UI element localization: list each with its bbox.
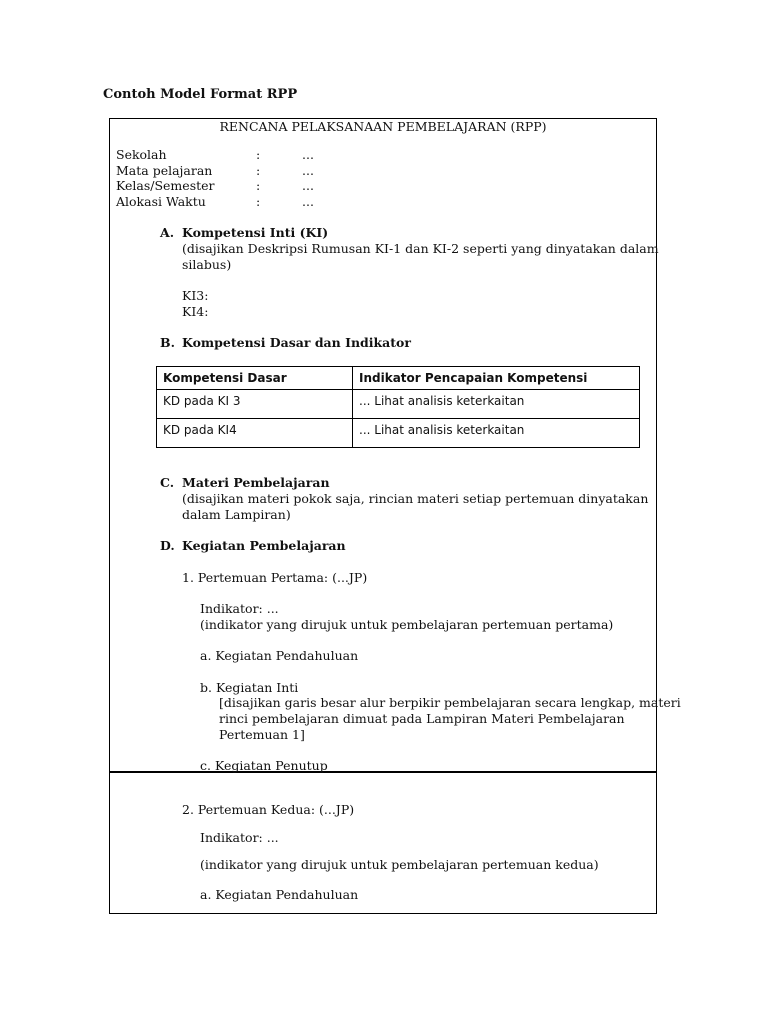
section-a-heading: Kompetensi Inti (KI) bbox=[182, 225, 329, 240]
ki4-label: KI4: bbox=[182, 304, 209, 319]
meeting1-item-b-desc1: [disajikan garis besar alur berpikir pembelajaran secara lengkap, materi bbox=[219, 695, 681, 710]
identity-value-kelas: ... bbox=[302, 178, 314, 193]
identity-separator: : bbox=[256, 147, 261, 162]
section-d-marker: D. bbox=[160, 538, 175, 553]
meeting2-indikator-desc: (indikator yang dirujuk untuk pembelajaran pertemuan kedua) bbox=[200, 857, 599, 872]
table-cell: KD pada KI 3 bbox=[157, 390, 353, 419]
meeting1-title: 1. Pertemuan Pertama: (...JP) bbox=[182, 570, 368, 585]
form-title: RENCANA PELAKSANAAN PEMBELAJARAN (RPP) bbox=[219, 119, 547, 134]
meeting2-indikator: Indikator: ... bbox=[200, 830, 279, 845]
identity-separator: : bbox=[256, 163, 261, 178]
form-frame-bottom bbox=[109, 772, 657, 914]
section-c-desc-line1: (disajikan materi pokok saja, rincian materi setiap pertemuan dinyatakan bbox=[182, 491, 649, 506]
identity-value-sekolah: ... bbox=[302, 147, 314, 162]
table-row bbox=[157, 419, 640, 448]
table-cell: KD pada KI4 bbox=[157, 419, 353, 448]
table-row bbox=[157, 390, 640, 419]
identity-label-mapel: Mata pelajaran bbox=[116, 163, 213, 178]
identity-value-alokasi: ... bbox=[302, 194, 314, 209]
meeting2-item-a: a. Kegiatan Pendahuluan bbox=[200, 887, 359, 902]
section-a-marker: A. bbox=[160, 225, 175, 240]
table-cell: ... Lihat analisis keterkaitan bbox=[353, 390, 640, 419]
meeting1-item-a: a. Kegiatan Pendahuluan bbox=[200, 648, 359, 663]
meeting1-indikator: Indikator: ... bbox=[200, 601, 279, 616]
identity-label-sekolah: Sekolah bbox=[116, 147, 167, 162]
ki3-label: KI3: bbox=[182, 288, 209, 303]
document-title: Contoh Model Format RPP bbox=[103, 87, 298, 102]
section-a-desc-line2: silabus) bbox=[182, 257, 232, 272]
section-a-desc-line1: (disajikan Deskripsi Rumusan KI-1 dan KI-2 seperti yang dinyatakan dalam bbox=[182, 241, 659, 256]
section-c-desc-line2: dalam Lampiran) bbox=[182, 507, 291, 522]
section-d-heading: Kegiatan Pembelajaran bbox=[182, 538, 346, 553]
table-header-indikator: Indikator Pencapaian Kompetensi bbox=[353, 367, 640, 390]
meeting2-title: 2. Pertemuan Kedua: (...JP) bbox=[182, 802, 355, 817]
meeting1-item-b-desc2: rinci pembelajaran dimuat pada Lampiran Materi Pembelajaran bbox=[219, 711, 625, 726]
identity-separator: : bbox=[256, 178, 261, 193]
meeting1-item-b-desc3: Pertemuan 1] bbox=[219, 727, 305, 742]
meeting1-item-b: b. Kegiatan Inti bbox=[200, 680, 299, 695]
identity-label-kelas: Kelas/Semester bbox=[116, 178, 215, 193]
identity-separator: : bbox=[256, 194, 261, 209]
section-c-marker: C. bbox=[160, 475, 175, 490]
section-c-heading: Materi Pembelajaran bbox=[182, 475, 330, 490]
table-header-kd: Kompetensi Dasar bbox=[157, 367, 353, 390]
section-b-heading: Kompetensi Dasar dan Indikator bbox=[182, 335, 411, 350]
table-cell: ... Lihat analisis keterkaitan bbox=[353, 419, 640, 448]
section-b-marker: B. bbox=[160, 335, 175, 350]
table-header-row bbox=[157, 367, 640, 390]
identity-label-alokasi: Alokasi Waktu bbox=[116, 194, 206, 209]
meeting1-item-c: c. Kegiatan Penutup bbox=[200, 758, 328, 773]
meeting1-indikator-desc: (indikator yang dirujuk untuk pembelajaran pertemuan pertama) bbox=[200, 617, 614, 632]
identity-value-mapel: ... bbox=[302, 163, 314, 178]
kd-indicator-table bbox=[156, 366, 640, 448]
